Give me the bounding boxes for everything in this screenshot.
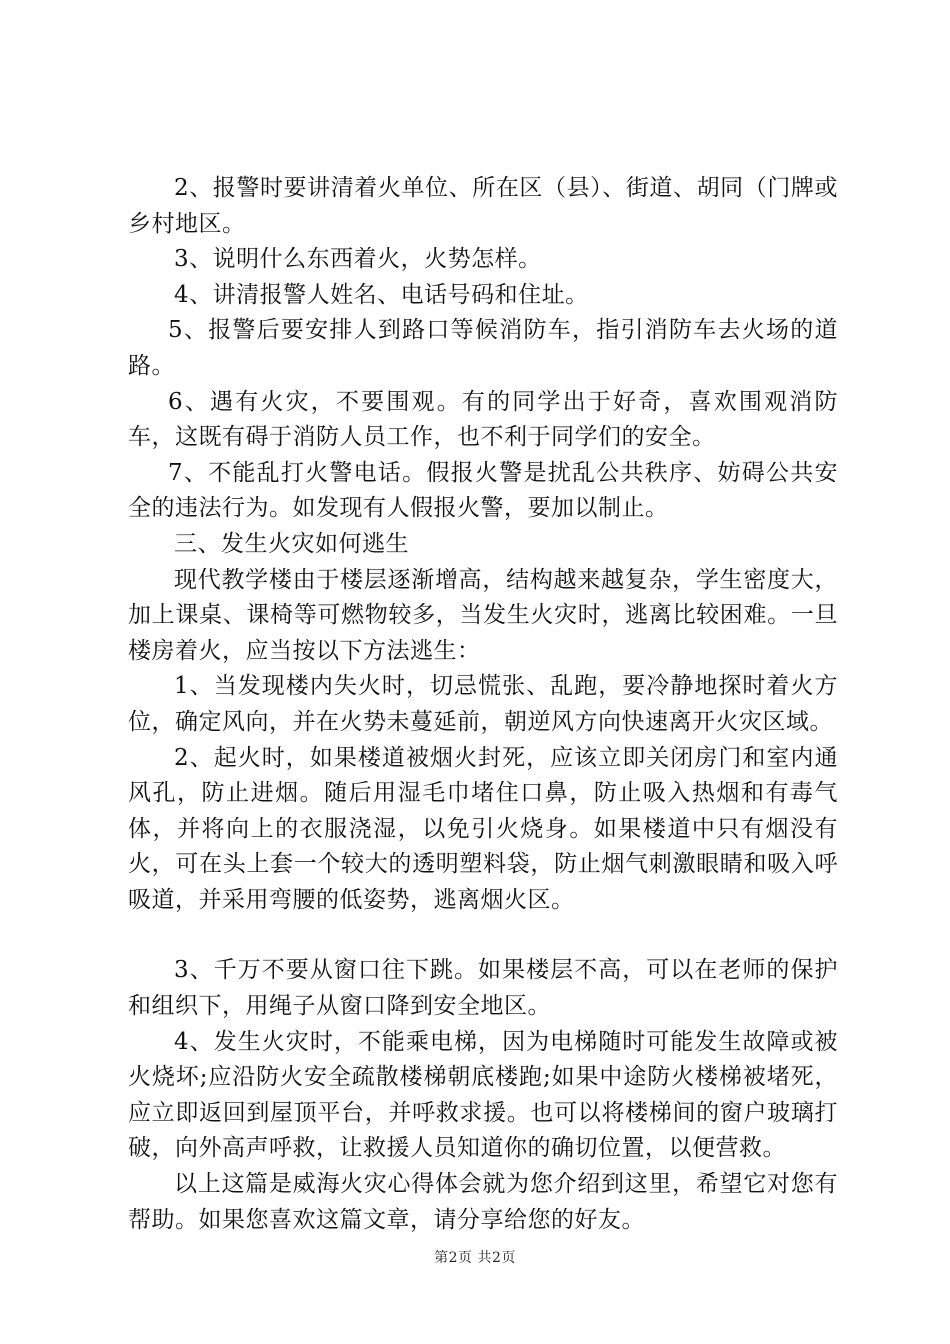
paragraph-escape-step-3: 3、千万不要从窗口往下跳。如果楼层不高，可以在老师的保护和组织下，用绳子从窗口降到安全地区。 xyxy=(128,957,838,1020)
paragraph-describe-fire: 3、说明什么东西着火，火势怎样。 xyxy=(174,246,542,273)
paragraph-escape-step-4: 4、发生火灾时，不能乘电梯，因为电梯随时可能发生故障或被火烧坏;应沿防火安全疏散楼梯朝底楼跑;如果中途防火楼梯被堵死，应立即返回到屋顶平台，并呼救求援。也可以将楼梯间的窗户玻璃打破，向外高声呼救，让救援人员知道你的确切位置，以便营救。 xyxy=(128,1028,838,1162)
paragraph-no-false-alarm: 7、不能乱打火警电话。假报火警是扰乱公共秩序、妨碍公共安全的违法行为。如发现有人假报火警，要加以制止。 xyxy=(128,459,838,522)
section-heading-escape: 三、发生火灾如何逃生 xyxy=(174,530,409,557)
paragraph-no-watching: 6、遇有火灾，不要围观。有的同学出于好奇，喜欢围观消防车，这既有碍于消防人员工作，也不利于同学们的安全。 xyxy=(128,388,838,451)
paragraph-reporter-info: 4、讲清报警人姓名、电话号码和住址。 xyxy=(174,281,589,308)
paragraph-escape-intro: 现代教学楼由于楼层逐渐增高，结构越来越复杂，学生密度大，加上课桌、课椅等可燃物较多，当发生火灾时，逃离比较困难。一旦楼房着火，应当按以下方法逃生： xyxy=(128,566,838,664)
paragraph-guide-truck: 5、报警后要安排人到路口等候消防车，指引消防车去火场的道路。 xyxy=(128,317,838,379)
document-body xyxy=(128,171,838,1238)
page-number-footer: 第2页 共2页 xyxy=(434,1250,516,1266)
paragraph-escape-step-2: 2、起火时，如果楼道被烟火封死，应该立即关闭房门和室内通风孔，防止进烟。随后用湿毛巾堵住口鼻，防止吸入热烟和有毒气体，并将向上的衣服浇湿，以免引火烧身。如果楼道中只有烟没有火，可在头上套一个较大的透明塑料袋，防止烟气刺激眼睛和吸入呼吸道，并采用弯腰的低姿势，逃离烟火区。 xyxy=(128,744,838,913)
paragraph-report-location: 2、报警时要讲清着火单位、所在区（县）、街道、胡同（门牌或乡村地区。 xyxy=(128,175,838,237)
paragraph-escape-step-1: 1、当发现楼内失火时，切忌慌张、乱跑，要冷静地探时着火方位，确定风向，并在火势未蔓延前，朝逆风方向快速离开火灾区域。 xyxy=(128,673,838,735)
paragraph-closing: 以上这篇是威海火灾心得体会就为您介绍到这里，希望它对您有帮助。如果您喜欢这篇文章，请分享给您的好友。 xyxy=(128,1171,838,1233)
